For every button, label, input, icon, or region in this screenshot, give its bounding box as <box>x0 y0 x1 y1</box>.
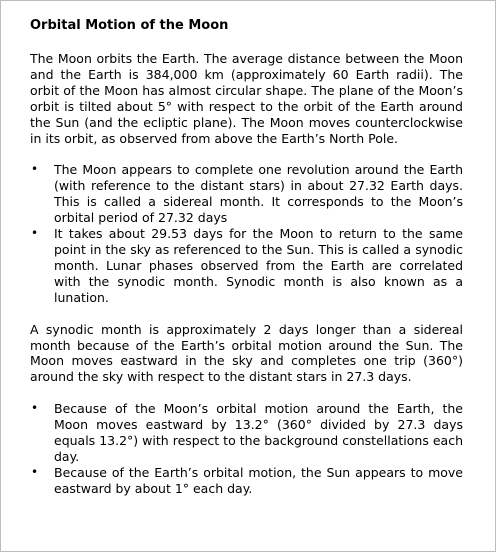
list-item-text: Because of the Moon’s orbital motion around the Earth, the Moon moves eastward by 13.2° (360° divided by 27.3 days equals 13.2°) with respect to the background constellations each day. <box>54 401 463 464</box>
bullet-icon: • <box>31 401 39 416</box>
list-item <box>30 401 463 465</box>
list-item <box>30 465 463 497</box>
spacer <box>30 385 463 401</box>
bullet-icon: • <box>31 226 39 241</box>
bullet-icon: • <box>31 162 39 177</box>
list-item-text: It takes about 29.53 days for the Moon to return to the same point in the sky as referenced to the Sun. This is called a synodic month. Lunar phases observed from the Earth are correlated with the synodic month. Synodic month is also known as a lunation. <box>54 226 463 305</box>
bullet-list-motion <box>30 401 463 496</box>
list-item-text: Because of the Earth’s orbital motion, the Sun appears to move eastward by about 1° each day. <box>54 464 463 496</box>
list-item <box>30 162 463 226</box>
list-item <box>30 226 463 306</box>
list-item-text: The Moon appears to complete one revolution around the Earth (with reference to the distant stars) in about 27.32 Earth days. This is called a sidereal month. It corresponds to the Moon’s orbital period of 27.32 days <box>54 162 463 226</box>
spacer <box>30 306 463 322</box>
intro-paragraph: The Moon orbits the Earth. The average distance between the Moon and the Earth is 384,000 km (approximately 60 Earth radii). The orbit of the Moon has almost circular shape. The plane of the Moon’s orbit is tilted about 5° with respect to the orbit of the Earth around the Sun (and the ecliptic plane). The Moon moves counterclockwise in its orbit, as observed from above the Earth’s North Pole. <box>30 51 463 146</box>
document-body <box>30 18 463 497</box>
bullet-list-months <box>30 162 463 305</box>
synodic-paragraph: A synodic month is approximately 2 days longer than a sidereal month because of the Earth’s orbital motion around the Sun. The Moon moves eastward in the sky and completes one trip (360°) around the sky with respect to the distant stars in 27.3 days. <box>30 321 463 385</box>
page-title: Orbital Motion of the Moon <box>30 18 229 33</box>
bullet-icon: • <box>31 464 39 479</box>
spacer <box>30 146 463 162</box>
